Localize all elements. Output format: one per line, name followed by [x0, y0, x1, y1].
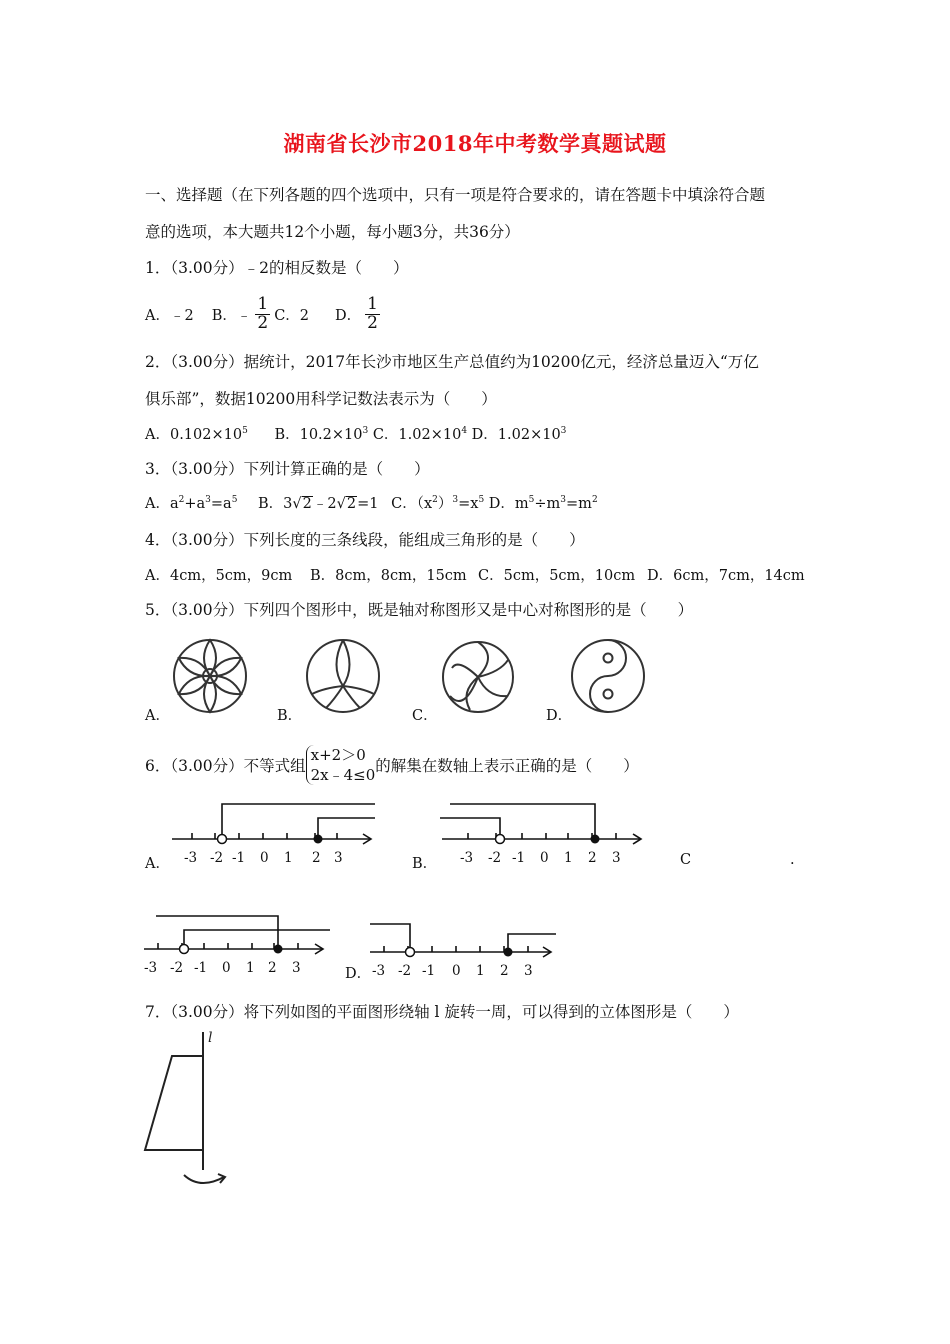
tick-label: -3 — [372, 963, 386, 979]
q3-option-b: B．3√2﹣2√2=1 — [258, 496, 379, 512]
q3-options — [145, 492, 598, 513]
tick-label: 2 — [500, 963, 509, 979]
q2-option-c: C．$1.02\times 10^4$ — [372, 426, 468, 443]
q3-option-d: D．$m^5\div m^3=m^2$ — [488, 495, 598, 512]
q6-option-a: A． — [145, 856, 170, 872]
q5-option-d: D． — [546, 708, 573, 724]
section-heading-line1: 一、选择题（在下列各题的四个选项中，只有一项是符合要求的，请在答题卡中填涂符合题 — [145, 186, 766, 204]
q6-inequality-1: x+2＞0 — [310, 746, 366, 764]
q5-figure-d-yin-yang — [570, 637, 646, 715]
tick-label: 2 — [268, 960, 277, 976]
q6-inequality-2: 2x﹣4≤0 — [310, 766, 376, 784]
tick-label: -2 — [398, 963, 412, 979]
tick-label: -2 — [488, 850, 502, 866]
q5-option-c: C． — [412, 708, 438, 724]
q1-stem: 1．（3.00分）﹣2的相反数是（ ） — [145, 259, 409, 277]
tick-label: 1 — [246, 960, 255, 976]
q1-option-b-fraction: $\frac{1}{2}$ — [257, 293, 269, 333]
q4-option-a: A．4cm，5cm，9cm — [145, 568, 293, 584]
tick-label: -2 — [210, 850, 224, 866]
q5-option-a: A． — [145, 708, 170, 724]
tick-label: -2 — [170, 960, 184, 976]
tick-label: -1 — [232, 850, 246, 866]
q7-axis-label: l — [208, 1030, 213, 1046]
tick-label: -1 — [422, 963, 436, 979]
q1-options — [145, 294, 380, 334]
q3-option-a: A．$a^2+a^3=a^5$ — [145, 495, 238, 512]
tick-label: 3 — [524, 963, 533, 979]
tick-label: 3 — [334, 850, 343, 866]
q3-stem: 3．（3.00分）下列计算正确的是（ ） — [145, 460, 430, 478]
q6-stem-prefix: 6．（3.00分）不等式组 — [145, 757, 306, 775]
q4-option-c: C．5cm，5cm，10cm — [478, 568, 636, 584]
q2-options — [145, 423, 566, 444]
tick-label: -1 — [512, 850, 526, 866]
q7-figure-trapezoid-axis — [140, 1030, 240, 1195]
tick-label: 0 — [260, 850, 269, 866]
q6-number-line-d — [368, 920, 568, 980]
q6-option-d: D． — [345, 966, 372, 982]
tick-label: 1 — [284, 850, 293, 866]
tick-label: -3 — [184, 850, 198, 866]
q2-option-a: A．$0.102\times 10^5$ — [145, 426, 248, 443]
q6-number-line-c — [142, 912, 342, 978]
tick-label: 0 — [452, 963, 461, 979]
q7-stem: 7．（3.00分）将下列如图的平面图形绕轴 l 旋转一周，可以得到的立体图形是（ ） — [145, 1003, 739, 1021]
tick-label: 0 — [540, 850, 549, 866]
q4-stem: 4．（3.00分）下列长度的三条线段，能组成三角形的是（ ） — [145, 531, 585, 549]
q3-option-c: C．$(x^2)^3=x^5$ — [391, 495, 485, 512]
q1-option-a: A．﹣2 — [145, 307, 194, 324]
section-heading-line2: 意的选项，本大题共12个小题，每小题3分，共36分） — [145, 223, 520, 241]
q5-stem: 5．（3.00分）下列四个图形中，既是轴对称图形又是中心对称图形的是（ ） — [145, 601, 694, 619]
tick-label: 1 — [564, 850, 573, 866]
q6-number-line-b — [440, 800, 650, 868]
tick-label: -3 — [144, 960, 158, 976]
q2-option-d: D．$1.02\times 10^3$ — [471, 426, 567, 443]
q6-option-c-dot: . — [790, 852, 795, 868]
q2-stem-line1: 2．（3.00分）据统计，2017年长沙市地区生产总值约为10200亿元，经济总量迈入“万亿 — [145, 353, 759, 371]
q2-stem-line2: 俱乐部”，数据10200用科学记数法表示为（ ） — [145, 390, 497, 408]
tick-label: 3 — [612, 850, 621, 866]
tick-label: -1 — [194, 960, 208, 976]
q4-option-d: D．6cm，7cm，14cm — [647, 568, 805, 584]
page-title: 湖南省长沙市2018年中考数学真题试题 — [283, 131, 667, 156]
q6-option-b: B． — [412, 856, 438, 872]
tick-label: 3 — [292, 960, 301, 976]
q6-option-c-label: C — [680, 852, 692, 868]
q1-option-d-fraction: $\frac{1}{2}$ — [367, 293, 378, 333]
q1-option-c: C．2 — [274, 307, 310, 324]
q6-inequality-system — [306, 745, 376, 785]
q6-stem-suffix: 的解集在数轴上表示正确的是（ ） — [375, 757, 639, 775]
tick-label: 2 — [312, 850, 321, 866]
q2-option-b: B．$10.2\times 10^3$ — [274, 426, 369, 443]
q6-number-line-a — [170, 800, 380, 868]
q4-option-b: B．8cm，8cm，15cm — [310, 568, 467, 584]
tick-label: -3 — [460, 850, 474, 866]
q1-option-d: D． — [335, 307, 362, 324]
q5-figure-c-triskele — [440, 638, 516, 716]
tick-label: 1 — [476, 963, 485, 979]
q6-stem — [145, 740, 639, 790]
q5-option-b: B． — [277, 708, 303, 724]
q1-option-b-prefix: B．﹣ — [211, 307, 252, 324]
q5-figure-a-flower — [170, 636, 250, 716]
tick-label: 2 — [588, 850, 597, 866]
tick-label: 0 — [222, 960, 231, 976]
q5-figure-b-three-arcs — [304, 636, 382, 716]
